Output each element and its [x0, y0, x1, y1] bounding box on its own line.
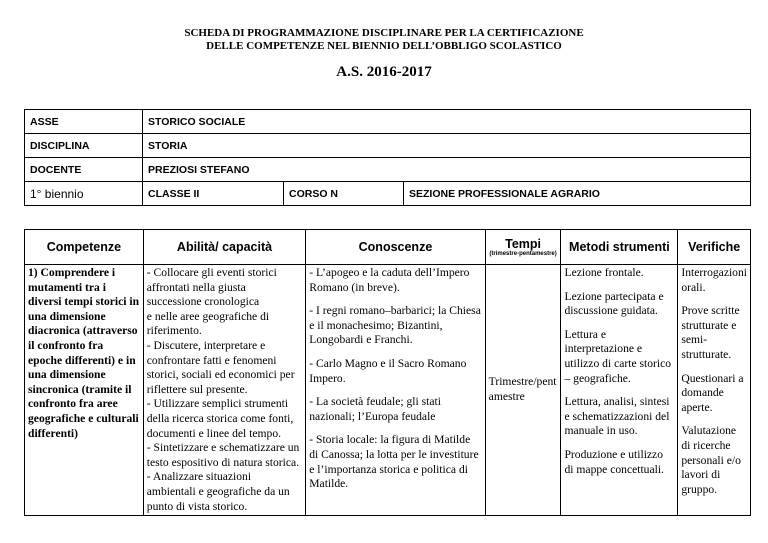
abilita-item: - Collocare gli eventi storici affrontati nella giusta successione cronologica [146, 266, 277, 309]
verifiche-item: Valutazione di ricerche personali e/o lavori di gruppo. [681, 424, 741, 496]
conoscenze-cell [306, 265, 485, 516]
competenze-cell: 1) Comprendere i mutamenti tra i diversi tempi storici in una dimensione diacronica (attraverso il confronto fra epoche differenti) e in una dimensione sincronica (tramite il confronto fra aree geografiche e culturali differenti) [25, 265, 144, 516]
conoscenze-item: - L’apogeo e la caduta dell’Impero Romano (in breve). [309, 266, 470, 294]
docente-label: DOCENTE [25, 158, 143, 182]
verifiche-cell [678, 265, 751, 516]
col-header-competenze: Competenze [25, 230, 144, 265]
asse-label: ASSE [25, 110, 143, 134]
docente-value: PREZIOSI STEFANO [143, 158, 751, 182]
col-header-tempi [485, 230, 561, 265]
metodi-item: Lezione partecipata e discussione guidata. [564, 289, 664, 318]
conoscenze-item: - Carlo Magno e il Sacro Romano Impero. [309, 356, 467, 385]
conoscenze-item: - La società feudale; gli stati nazionali; l’Europa feudale [309, 395, 441, 423]
verifiche-item: Prove scritte strutturate e semi-strutturate. [681, 304, 740, 361]
sezione-cell: SEZIONE PROFESSIONALE AGRARIO [404, 182, 751, 206]
programming-header-row [25, 230, 751, 265]
school-year: A.S. 2016-2017 [336, 64, 432, 80]
classe-cell: CLASSE II [143, 182, 284, 206]
disciplina-value: STORIA [143, 134, 751, 158]
metodi-item: Produzione e utilizzo di mappe concettuali. [564, 447, 664, 476]
metodi-item: Lettura e interpretazione e utilizzo di carte storico – geografiche. [564, 327, 672, 385]
col-header-metodi: Metodi strumenti [561, 230, 678, 265]
col-header-verifiche: Verifiche [678, 230, 751, 265]
info-row-classe [25, 182, 751, 206]
programming-body-row [25, 265, 751, 516]
header-line-2: DELLE COMPETENZE NEL BIENNIO DELL’OBBLIGO SCOLASTICO [206, 40, 562, 52]
tempi-title: Tempi [505, 236, 542, 251]
info-row-asse [25, 110, 751, 134]
col-header-conoscenze: Conoscenze [306, 230, 485, 265]
abilita-item: - Analizzare situazioni ambientali e geografiche da un punto di vista storico. [146, 470, 290, 513]
abilita-item: - Discutere, interpretare e confrontare fatti e fenomeni storici, sociali ed economici per riflettere sul presente. [146, 338, 295, 396]
info-row-disciplina [25, 134, 751, 158]
programming-table [24, 229, 751, 516]
tempi-subtitle: (trimestre-pentamestre) [489, 250, 557, 257]
disciplina-label: DISCIPLINA [25, 134, 143, 158]
corso-cell: CORSO N [284, 182, 404, 206]
conoscenze-item: - I regni romano–barbarici; la Chiesa e il monachesimo; Bizantini, Longobardi e Franchi. [309, 304, 481, 347]
verifiche-item: Interrogazioni orali. [681, 266, 747, 294]
abilita-item: - Sintetizzare e schematizzare un testo espositivo di natura storica. [146, 441, 300, 469]
metodi-item: Lezione frontale. [564, 266, 644, 279]
col-header-abilita: Abilità/ capacità [143, 230, 305, 265]
conoscenze-item: - Storia locale: la figura di Matilde di Canossa; la lotta per le investiture e l’importanza storica e politica di Matilde. [309, 433, 479, 491]
abilita-item: - Utilizzare semplici strumenti della ricerca storica come fonti, documenti e linee del tempo. [146, 397, 294, 440]
info-row-docente [25, 158, 751, 182]
info-table [24, 109, 751, 206]
header-line-1: SCHEDA DI PROGRAMMAZIONE DISCIPLINARE PER LA CERTIFICAZIONE [184, 27, 584, 39]
metodi-item: Lettura, analisi, sintesi e schematizzazioni del manuale in uso. [564, 395, 670, 438]
verifiche-item: Questionari a domande aperte. [681, 371, 744, 414]
metodi-cell [561, 265, 678, 516]
asse-value: STORICO SOCIALE [143, 110, 751, 134]
abilita-item: e nelle aree geografiche di riferimento. [146, 309, 270, 338]
tempi-cell: Trimestre/pentamestre [485, 265, 561, 516]
biennio-cell: 1° biennio [25, 182, 143, 206]
abilita-cell [143, 265, 305, 516]
